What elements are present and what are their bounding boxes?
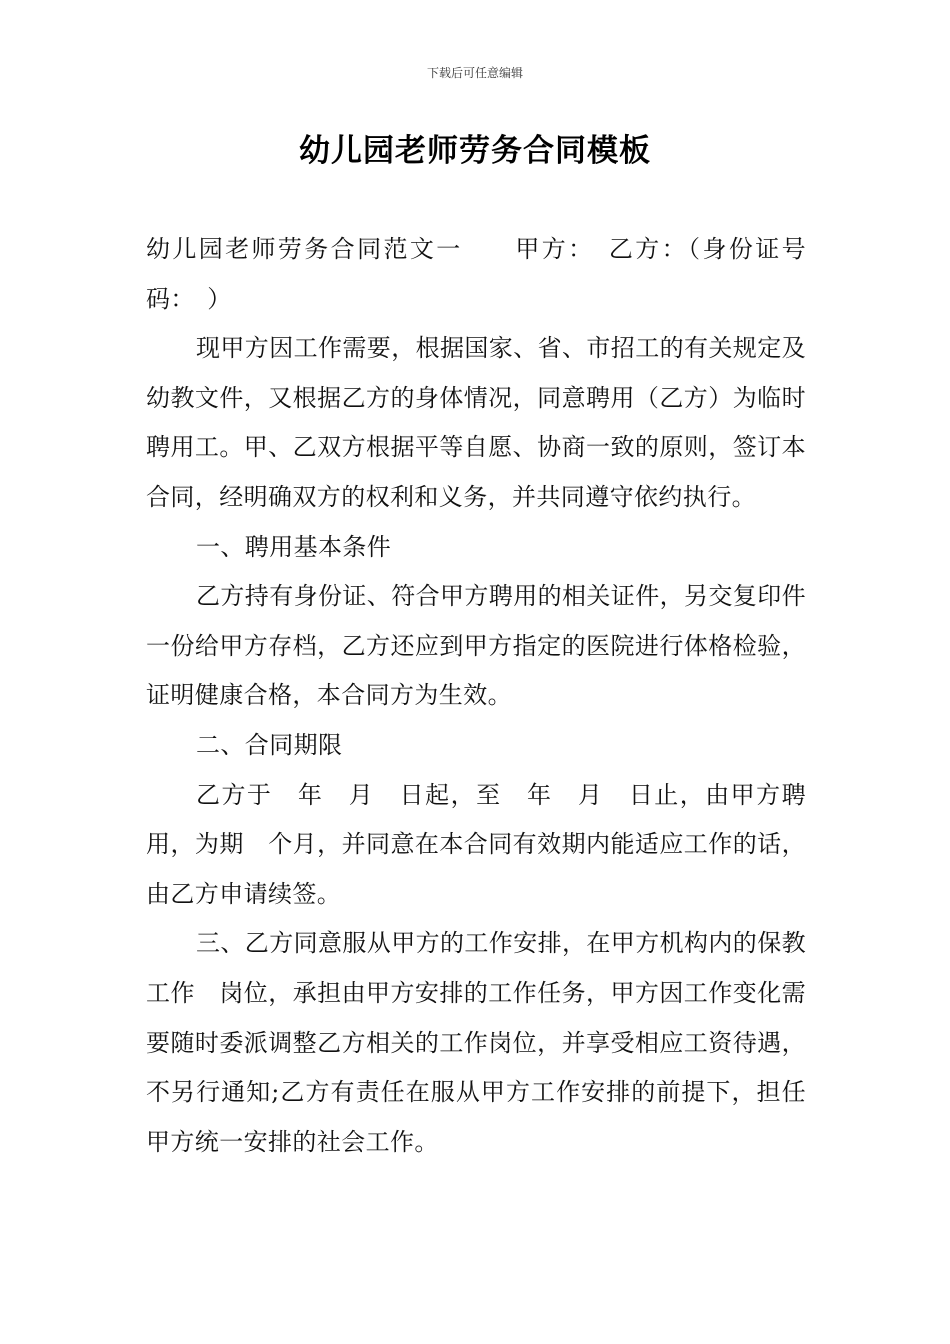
preamble-paragraph: 现甲方因工作需要，根据国家、省、市招工的有关规定及幼教文件，又根据乙方的身体情况，同意聘用（乙方）为临时聘用工。甲、乙双方根据平等自愿、协商一致的原则，签订本合同，经明确双方的权利和义务，并共同遵守依约执行。 — [146, 334, 806, 511]
page-header-note: 下载后可任意编辑 — [426, 66, 523, 80]
section-3-paragraph: 三、乙方同意服从甲方的工作安排，在甲方机构内的保教工作 岗位，承担由甲方安排的工作任务，甲方因工作变化需要随时委派调整乙方相关的工作岗位，并享受相应工资待遇，不另行通知;乙方有责任在服从甲方工作安排的前提下，担任甲方统一安排的社会工作。 — [146, 929, 806, 1156]
document-title: 幼儿园老师劳务合同模板 — [299, 133, 651, 169]
section-heading-2: 二、合同期限 — [196, 730, 343, 759]
section-heading-1: 一、聘用基本条件 — [196, 532, 392, 561]
section-2-paragraph: 乙方于 年 月 日起，至 年 月 日止，由甲方聘用，为期 个月，并同意在本合同有效期内能适应工作的话，由乙方申请续签。 — [146, 780, 806, 908]
intro-paragraph: 幼儿园老师劳务合同范文一 甲方： 乙方：（身份证号码： ） — [146, 235, 806, 313]
document-body — [146, 225, 806, 1167]
section-1-paragraph: 乙方持有身份证、符合甲方聘用的相关证件，另交复印件一份给甲方存档，乙方还应到甲方指定的医院进行体格检验，证明健康合格，本合同方为生效。 — [146, 582, 806, 710]
